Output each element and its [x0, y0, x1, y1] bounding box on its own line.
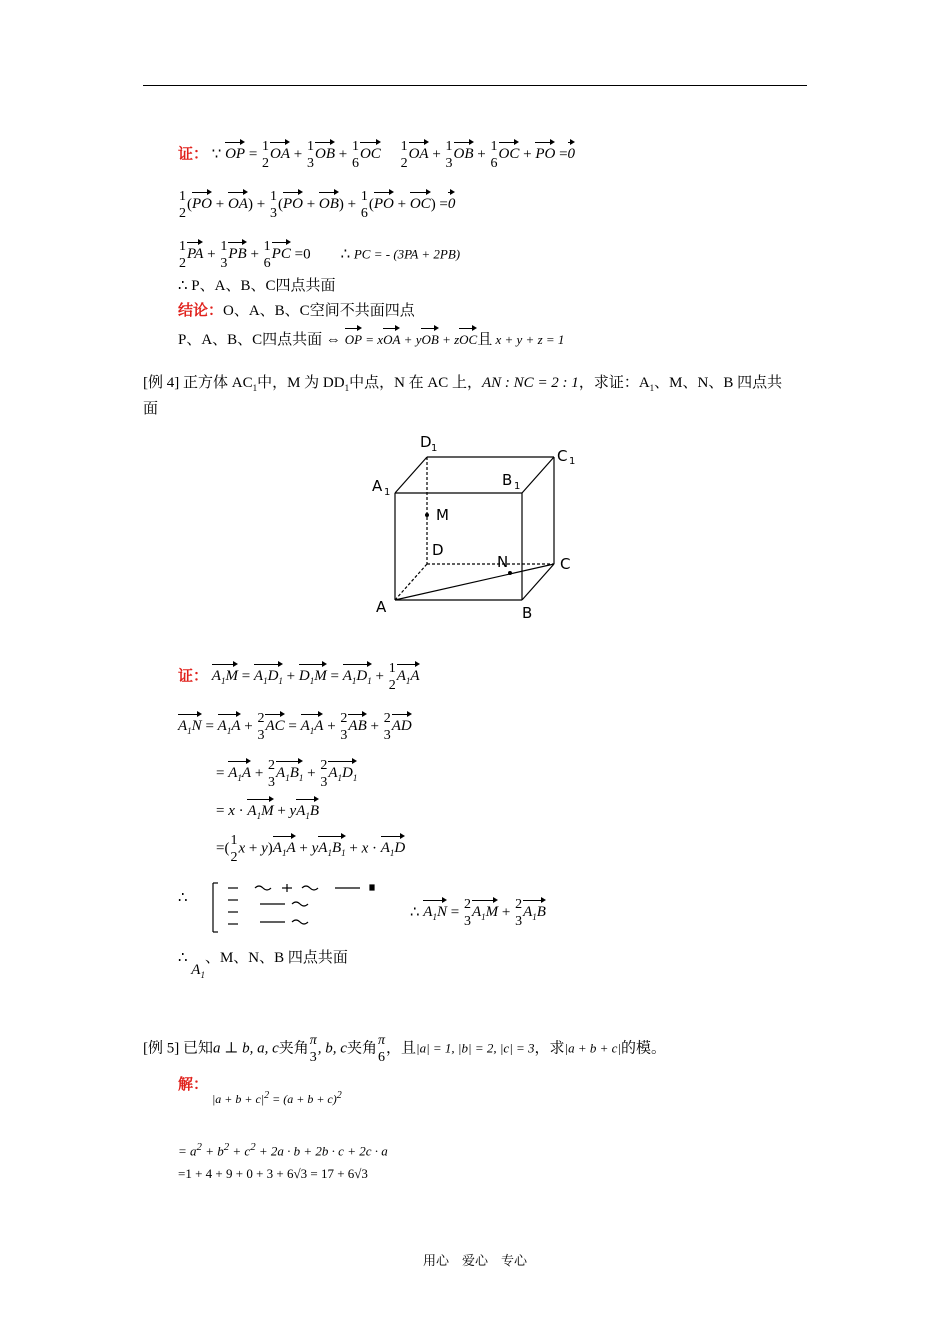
vec-oa: OA — [270, 140, 290, 164]
proof2-label: 证： — [178, 668, 209, 685]
example4-wrap: 面 — [143, 401, 159, 417]
frac-l2-2: 1 3 — [269, 189, 277, 221]
frac-p2-5: 2 3 — [268, 758, 276, 790]
frac-l3-2: 1 3 — [220, 239, 228, 271]
ex5-prefix: [例 5] 已知 — [143, 1040, 213, 1057]
label-d: D — [432, 541, 444, 559]
frac-1-2b: 1 2 — [400, 139, 408, 171]
frac-p2-6: 2 3 — [320, 758, 328, 790]
zero-vec: 0 — [568, 140, 576, 164]
ex5-end: 的模。 — [621, 1040, 667, 1057]
vec-a1b1: $A_1B_1$ — [276, 759, 303, 788]
equiv-formula: OP = xOA + yOB + zOC — [345, 332, 478, 347]
vec-po-b: PO — [283, 190, 303, 214]
label-c: C — [560, 555, 571, 573]
proof2-result: ∴ $A_1N$ = 2 3 $A_1M$ + 2 3 $A_1B$ — [410, 897, 546, 929]
vec-pc: PC — [272, 240, 291, 264]
ex4-suffix2: 、M、N、B 四点共 — [654, 375, 783, 391]
frac-p2-4: 2 3 — [383, 711, 391, 743]
cube-figure — [360, 425, 590, 625]
vec-a1d1: $A_1D_1$ — [254, 662, 283, 691]
vec-ad: AD — [392, 712, 412, 736]
summary-text: O、A、B、C空间不共面四点 — [223, 303, 415, 319]
solution-label: 解： — [178, 1077, 209, 1093]
vec-op: OP — [225, 140, 245, 164]
solution-line2: = $a^2 + b^2 + c^2 + 2a \cdot b + 2b \cdot c + 2c \cdot a$ — [178, 1141, 388, 1159]
ex5-angle1: 夹角 — [278, 1040, 309, 1057]
label-m: M — [436, 506, 449, 524]
point-n — [508, 571, 512, 575]
example4-line: [例 4] 正方体 $AC_1$中，M 为 $DD_1$中点，N 在 AC 上，AN : NC = 2 : 1，求证：$A_1$、M、N、B 四点共 — [143, 375, 783, 393]
label-b1-sub: 1 — [514, 481, 521, 492]
frac-p2-8: 2 3 — [463, 897, 471, 929]
vec-pa: PA — [187, 240, 203, 264]
therefore-symbol: ∴ — [340, 246, 351, 263]
equiv-line — [178, 326, 564, 350]
therefore-4: ∴ — [178, 950, 188, 966]
ex4-suffix: ，求证：A — [578, 375, 650, 391]
vec-po-c: PO — [374, 190, 394, 214]
vec-a1b-2: $A_1B$ — [523, 898, 546, 927]
proof1-line3: 1 2 PA + 1 3 PB + 1 6 PC =0 ∴ PC = - (3PA + 2PB) — [179, 239, 461, 271]
vec-po-a: PO — [192, 190, 212, 214]
proof1-label: 证： — [178, 146, 209, 163]
label-b1: B — [502, 471, 513, 489]
vec-a1b: $A_1B$ — [296, 797, 319, 826]
pc-expression: PC = - (3PA + 2PB) — [353, 246, 461, 262]
conclusion1: ∴ P、A、B、C四点共面 — [178, 278, 336, 294]
example5-line — [143, 1032, 666, 1066]
a1-label: $A_1$ — [191, 962, 205, 980]
vec-a1a-3: $A_1A$ — [301, 712, 324, 741]
vec-a1n: $A_1N$ — [178, 712, 202, 741]
frac-p2-2: 2 3 — [257, 711, 265, 743]
vec-oc-2: OC — [499, 140, 520, 164]
label-a1: A — [372, 477, 383, 495]
vec-ob: OB — [315, 140, 335, 164]
equiv-prefix: P、A、B、C四点共面 ⇔ — [178, 332, 341, 348]
vec-a1m-2: $A_1M$ — [247, 797, 273, 826]
ex5-and: ，且 — [386, 1040, 417, 1057]
proof2-line2: $A_1N = A_1A$ + 2 3 AC = $A_1A$ + 2 3 AB + 2 3 AD — [178, 711, 412, 743]
label-b: B — [522, 604, 533, 622]
zero-3: 0 — [303, 246, 311, 263]
frac-pi-6: π 6 — [377, 1033, 385, 1065]
vec-po: PO — [535, 140, 555, 164]
vec-oa-2: OA — [409, 140, 429, 164]
label-c1: C — [557, 447, 568, 465]
label-d1: D — [420, 433, 432, 451]
header-rule — [143, 85, 807, 86]
vec-a1n-2: $A_1N$ — [423, 898, 447, 927]
vec-ob-3: OB — [319, 190, 339, 214]
vec-a1a-2: $A_1A$ — [218, 712, 241, 741]
proof2-line4: = $x \cdot A_1M + yA_1B$ — [216, 797, 319, 826]
label-n: N — [497, 553, 509, 571]
proof2-line3: = $A_1A$ + 2 3 $A_1B_1$ + 2 3 $A_1D_1$ — [216, 758, 358, 790]
vec-oa-3: OA — [228, 190, 248, 214]
vec-a1m: $A_1M$ — [212, 662, 238, 691]
solution-label-line — [178, 1075, 208, 1095]
vec-pb: PB — [228, 240, 246, 264]
proof2-line1: 证： $A_1M = A_1D_1 + D_1M = A_1D_1$ + 1 2 $A_1A$ — [178, 661, 420, 693]
vec-oc-3: OC — [410, 190, 431, 214]
xyz-cond: x + y + z = 1 — [492, 332, 565, 347]
ex4-ratio: AN : NC = 2 : 1 — [482, 375, 579, 391]
frac-l2-1: 1 2 — [179, 189, 186, 221]
ex4-mid1: 中，M 为 DD — [257, 375, 345, 391]
frac-l3-3: 1 6 — [263, 239, 271, 271]
vec-a1d1-3: $A_1D_1$ — [328, 759, 357, 788]
summary-label: 结论： — [178, 303, 224, 319]
sum-norm-expr: |a + b + c| — [564, 1040, 622, 1056]
proof1-line2: 1 2 (PO + OA) + 1 3 (PO + OB) + 1 6 (PO + OC) =0 — [179, 189, 456, 221]
label-a: A — [376, 598, 387, 616]
therefore-3: ∴ — [410, 904, 420, 921]
vec-a1d: $A_1D$ — [381, 834, 406, 863]
perp-expr: a ⊥ b, a, c — [213, 1040, 279, 1057]
equiv-suffix: 且 — [477, 332, 493, 348]
vec-ob-2: OB — [454, 140, 474, 164]
frac-1-6: 1 6 — [351, 139, 359, 171]
vec-ac: AC — [265, 712, 284, 736]
solution-line3: =1 + 4 + 9 + 0 + 3 + 6√3 = 17 + 6√3 — [178, 1166, 368, 1181]
vec-oc: OC — [360, 140, 381, 164]
label-a1-sub: 1 — [384, 487, 391, 498]
frac-p2-9: 2 3 — [515, 897, 523, 929]
frac-l3-1: 1 2 — [179, 239, 186, 271]
equation-system-brace — [210, 880, 380, 936]
point-m — [425, 513, 429, 517]
norms-expr: |a| = 1, |b| = 2, |c| = 3 — [416, 1040, 535, 1056]
therefore-2: ∴ — [178, 890, 188, 906]
ex4-prefix: [例 4] 正方体 AC — [143, 375, 253, 391]
vec-a1a-5: $A_1A$ — [273, 834, 296, 863]
vec-a1m-3: $A_1M$ — [472, 898, 498, 927]
frac-1-2: 1 2 — [262, 139, 270, 171]
frac-l2-3: 1 6 — [360, 189, 368, 221]
frac-p2-3: 2 3 — [340, 711, 348, 743]
frac-1-3: 1 3 — [307, 139, 314, 171]
frac-p2-7: 1 2 — [230, 833, 238, 865]
proof1-line1: 证： ∵ OP = 1 2 OA + 1 3 OB + 1 6 OC 1 2 OA + 1 3 OB + 1 6 OC + PO =0 — [178, 139, 576, 171]
vec-a1b1-2: $A_1B_1$ — [318, 834, 345, 863]
frac-1-3b: 1 3 — [445, 139, 453, 171]
frac-p2-1: 1 2 — [388, 661, 396, 693]
ex5-angle2: 夹角 — [346, 1040, 377, 1057]
final-text: 、M、N、B 四点共面 — [204, 950, 348, 966]
ex5-ask: ，求 — [534, 1040, 565, 1057]
vec-a1d1-2: $A_1D_1$ — [343, 662, 372, 691]
proof2-line5: =( 1 2 $x + y)A_1A + yA_1B_1 + x \cdot A_1D$ — [216, 833, 406, 865]
ex4-mid2: 中点，N 在 AC 上， — [349, 375, 483, 391]
frac-pi-3: π 3 — [309, 1033, 317, 1065]
vec-a1a-4: $A_1A$ — [228, 759, 251, 788]
zero-vec-2: 0 — [448, 190, 456, 214]
label-d1-sub: 1 — [431, 443, 438, 454]
proof2-final — [178, 948, 348, 980]
solution-line1: $|a + b + c|^2 = (a + b + c)^2$ — [212, 1090, 342, 1106]
vec-d1m: $D_1M$ — [299, 662, 327, 691]
frac-1-6b: 1 6 — [490, 139, 498, 171]
label-c1-sub: 1 — [569, 456, 576, 467]
footer-text: 用心 爱心 专心 — [422, 1254, 527, 1269]
vec-a1a: $A_1A$ — [397, 662, 420, 691]
vec-ab: AB — [348, 712, 366, 736]
summary-line — [178, 301, 415, 321]
bc-expr: , b, c — [317, 1040, 347, 1057]
because-symbol: ∵ — [211, 146, 222, 163]
